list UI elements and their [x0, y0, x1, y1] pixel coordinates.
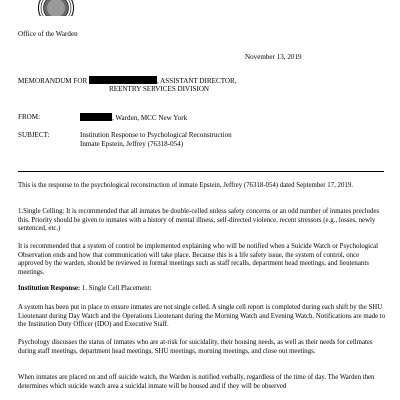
response-paragraph-3: When inmates are placed on and off suicide watch, the Warden is notified verbally, regardless of the time of day. The Warden then determines which suicide watch area a suicidal inmate will be housed and if they will be observed [18, 374, 375, 390]
memo-recipient-division: REENTRY SERVICES DIVISION [109, 85, 210, 93]
subject-line-1: Institution Response to Psychological Reconstruction [80, 131, 232, 139]
agency-seal-logo [34, 0, 78, 16]
response-paragraph-1: A system has been put in place to ensure inmates are not single celled. A single cell report is completed during each shift by the SHU Lieutenant during Day Watch and the Operations Lieutenant during the Morning Watch and Evening Watch. Notifications are made to the Institution Duty Officer (IDO) and Executive Staff. [18, 304, 386, 329]
from-line [80, 113, 187, 123]
recommendation-system-of-control: It is recommended that a system of control be implemented explaining who will be notified when a Suicide Watch or Psychological Observation ends and how that communication will take place. Because this is a life safety issue, the system of control, once approved by the warden, should be reviewed in formal meetings such as staff recalls, department head meetings, and lieutenants meetings. [18, 243, 379, 276]
from-value: , Warden, MCC New York [112, 114, 188, 122]
institution-response-item: 1. Single Cell Placement: [80, 285, 152, 292]
redacted-warden-name [80, 113, 112, 121]
redacted-recipient-name [89, 76, 157, 84]
subject-line-2: Inmate Epstein, Jeffrey (76318-054) [80, 140, 184, 148]
response-paragraph-2: Psychology discusses the status of inmates who are at-risk for suicidality, their housing needs, as well as their needs for cellmates during staff meetings, department head meetings, SHU meetings, morning meetings, and close out meetings. [18, 339, 373, 355]
memo-recipient-title: , ASSISTANT DIRECTOR, [156, 77, 237, 85]
institution-response-heading [18, 285, 386, 294]
from-label: FROM: [18, 113, 41, 121]
institution-response-label: Institution Response: [18, 285, 81, 292]
office-heading: Office of the Warden [18, 30, 78, 38]
intro-paragraph: This is the response to the psychological reconstruction of inmate Epstein, Jeffrey (76318-054) dated September 17, 2019. [18, 182, 353, 189]
memo-for-label: MEMORANDUM FOR [18, 77, 88, 85]
recommendation-single-celling: 1.Single Celling: It is recommended that all inmates be double-celled unless safety concerns or an odd number of inmates precludes this. Priority should be given to inmates with a history of mental illness, self-directed violence, recent stressors (e.g., losses, newly sentenced, etc.) [18, 208, 380, 233]
memo-date: November 13, 2019 [245, 53, 302, 61]
header-divider [18, 171, 384, 172]
subject-label: SUBJECT: [18, 131, 50, 139]
